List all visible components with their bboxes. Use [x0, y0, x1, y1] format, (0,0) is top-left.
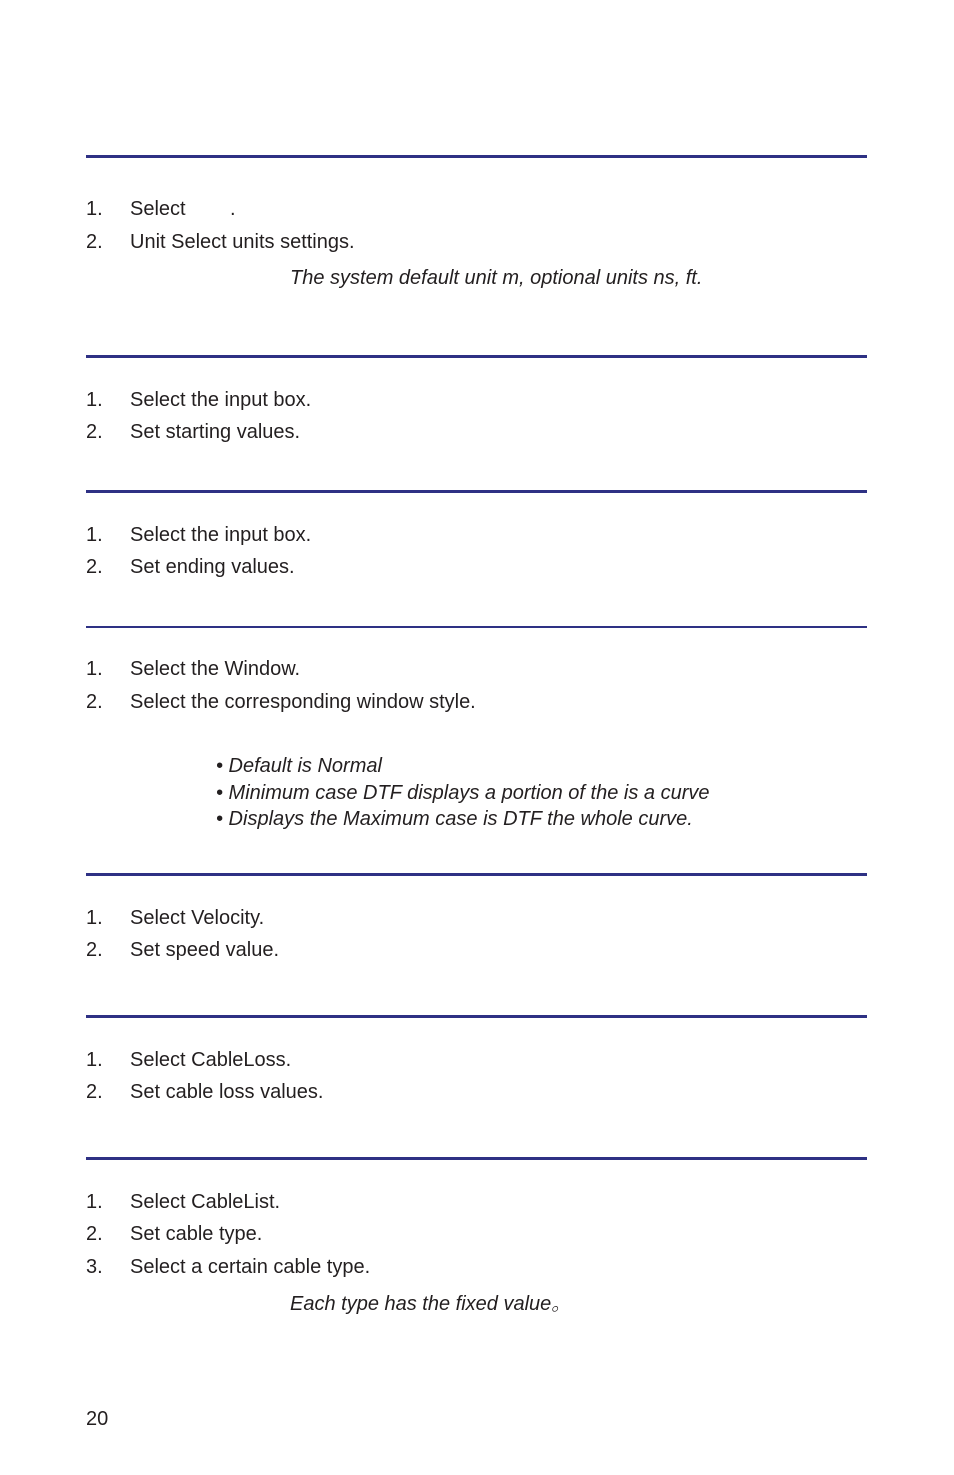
step-text: Set cable loss values. [130, 1081, 324, 1103]
step-item [86, 938, 279, 962]
section-divider [86, 626, 867, 628]
step-text: Select a certain cable type. [130, 1256, 371, 1278]
step-text: Select CableList. [130, 1191, 281, 1213]
step-text: Select CableLoss. [130, 1049, 292, 1071]
step-number: 2. [86, 231, 103, 253]
section-divider [86, 155, 867, 158]
step-number: 1. [86, 524, 103, 546]
step-item [86, 1048, 291, 1072]
step-text: Select Velocity. [130, 907, 265, 929]
step-number: 1. [86, 389, 103, 411]
step-text: Select the corresponding window style. [130, 691, 476, 713]
step-text: Set starting values. [130, 421, 301, 443]
step-number: 2. [86, 1081, 103, 1103]
step-text: Set cable type. [130, 1223, 263, 1245]
step-number: 2. [86, 1223, 103, 1245]
step-item [86, 657, 300, 681]
step-number: 1. [86, 658, 103, 680]
note-text: Each type has the fixed value。 [290, 1293, 572, 1315]
step-number: 2. [86, 939, 103, 961]
step-text: Select the Window. [130, 658, 301, 680]
section-divider [86, 1157, 867, 1160]
step-text: Select the input box. [130, 389, 312, 411]
bullet-item: • Default is Normal [216, 755, 382, 777]
step-item [86, 555, 295, 579]
step-number: 1. [86, 1191, 103, 1213]
step-item [86, 1190, 280, 1214]
section-divider [86, 355, 867, 358]
step-item [86, 690, 476, 714]
step-number: 1. [86, 907, 103, 929]
step-number: 2. [86, 556, 103, 578]
step-item [86, 197, 236, 221]
step-text: Select the input box. [130, 524, 312, 546]
section-divider [86, 1015, 867, 1018]
page-number: 20 [86, 1408, 109, 1430]
step-number: 2. [86, 421, 103, 443]
step-text: Set speed value. [130, 939, 279, 961]
section-divider [86, 873, 867, 876]
window-style-notes [216, 753, 710, 833]
step-item [86, 1222, 262, 1246]
step-item [86, 906, 264, 930]
step-text: Select . [130, 198, 236, 220]
step-number: 1. [86, 1049, 103, 1071]
step-number: 2. [86, 691, 103, 713]
bullet-item: • Minimum case DTF displays a portion of the is a curve [216, 781, 710, 804]
bullet-item: • Displays the Maximum case is DTF the whole curve. [216, 808, 693, 830]
step-item [86, 523, 311, 547]
step-text: Set ending values. [130, 556, 295, 578]
step-text: Unit Select units settings. [130, 231, 355, 253]
note-text: The system default unit m, optional units ns, ft. [290, 267, 703, 289]
section-divider [86, 490, 867, 493]
step-number: 3. [86, 1256, 103, 1278]
step-item [86, 1080, 323, 1104]
step-item [86, 230, 355, 254]
step-number: 1. [86, 198, 103, 220]
step-item [86, 1255, 370, 1279]
step-item [86, 420, 300, 444]
step-item [86, 388, 311, 412]
